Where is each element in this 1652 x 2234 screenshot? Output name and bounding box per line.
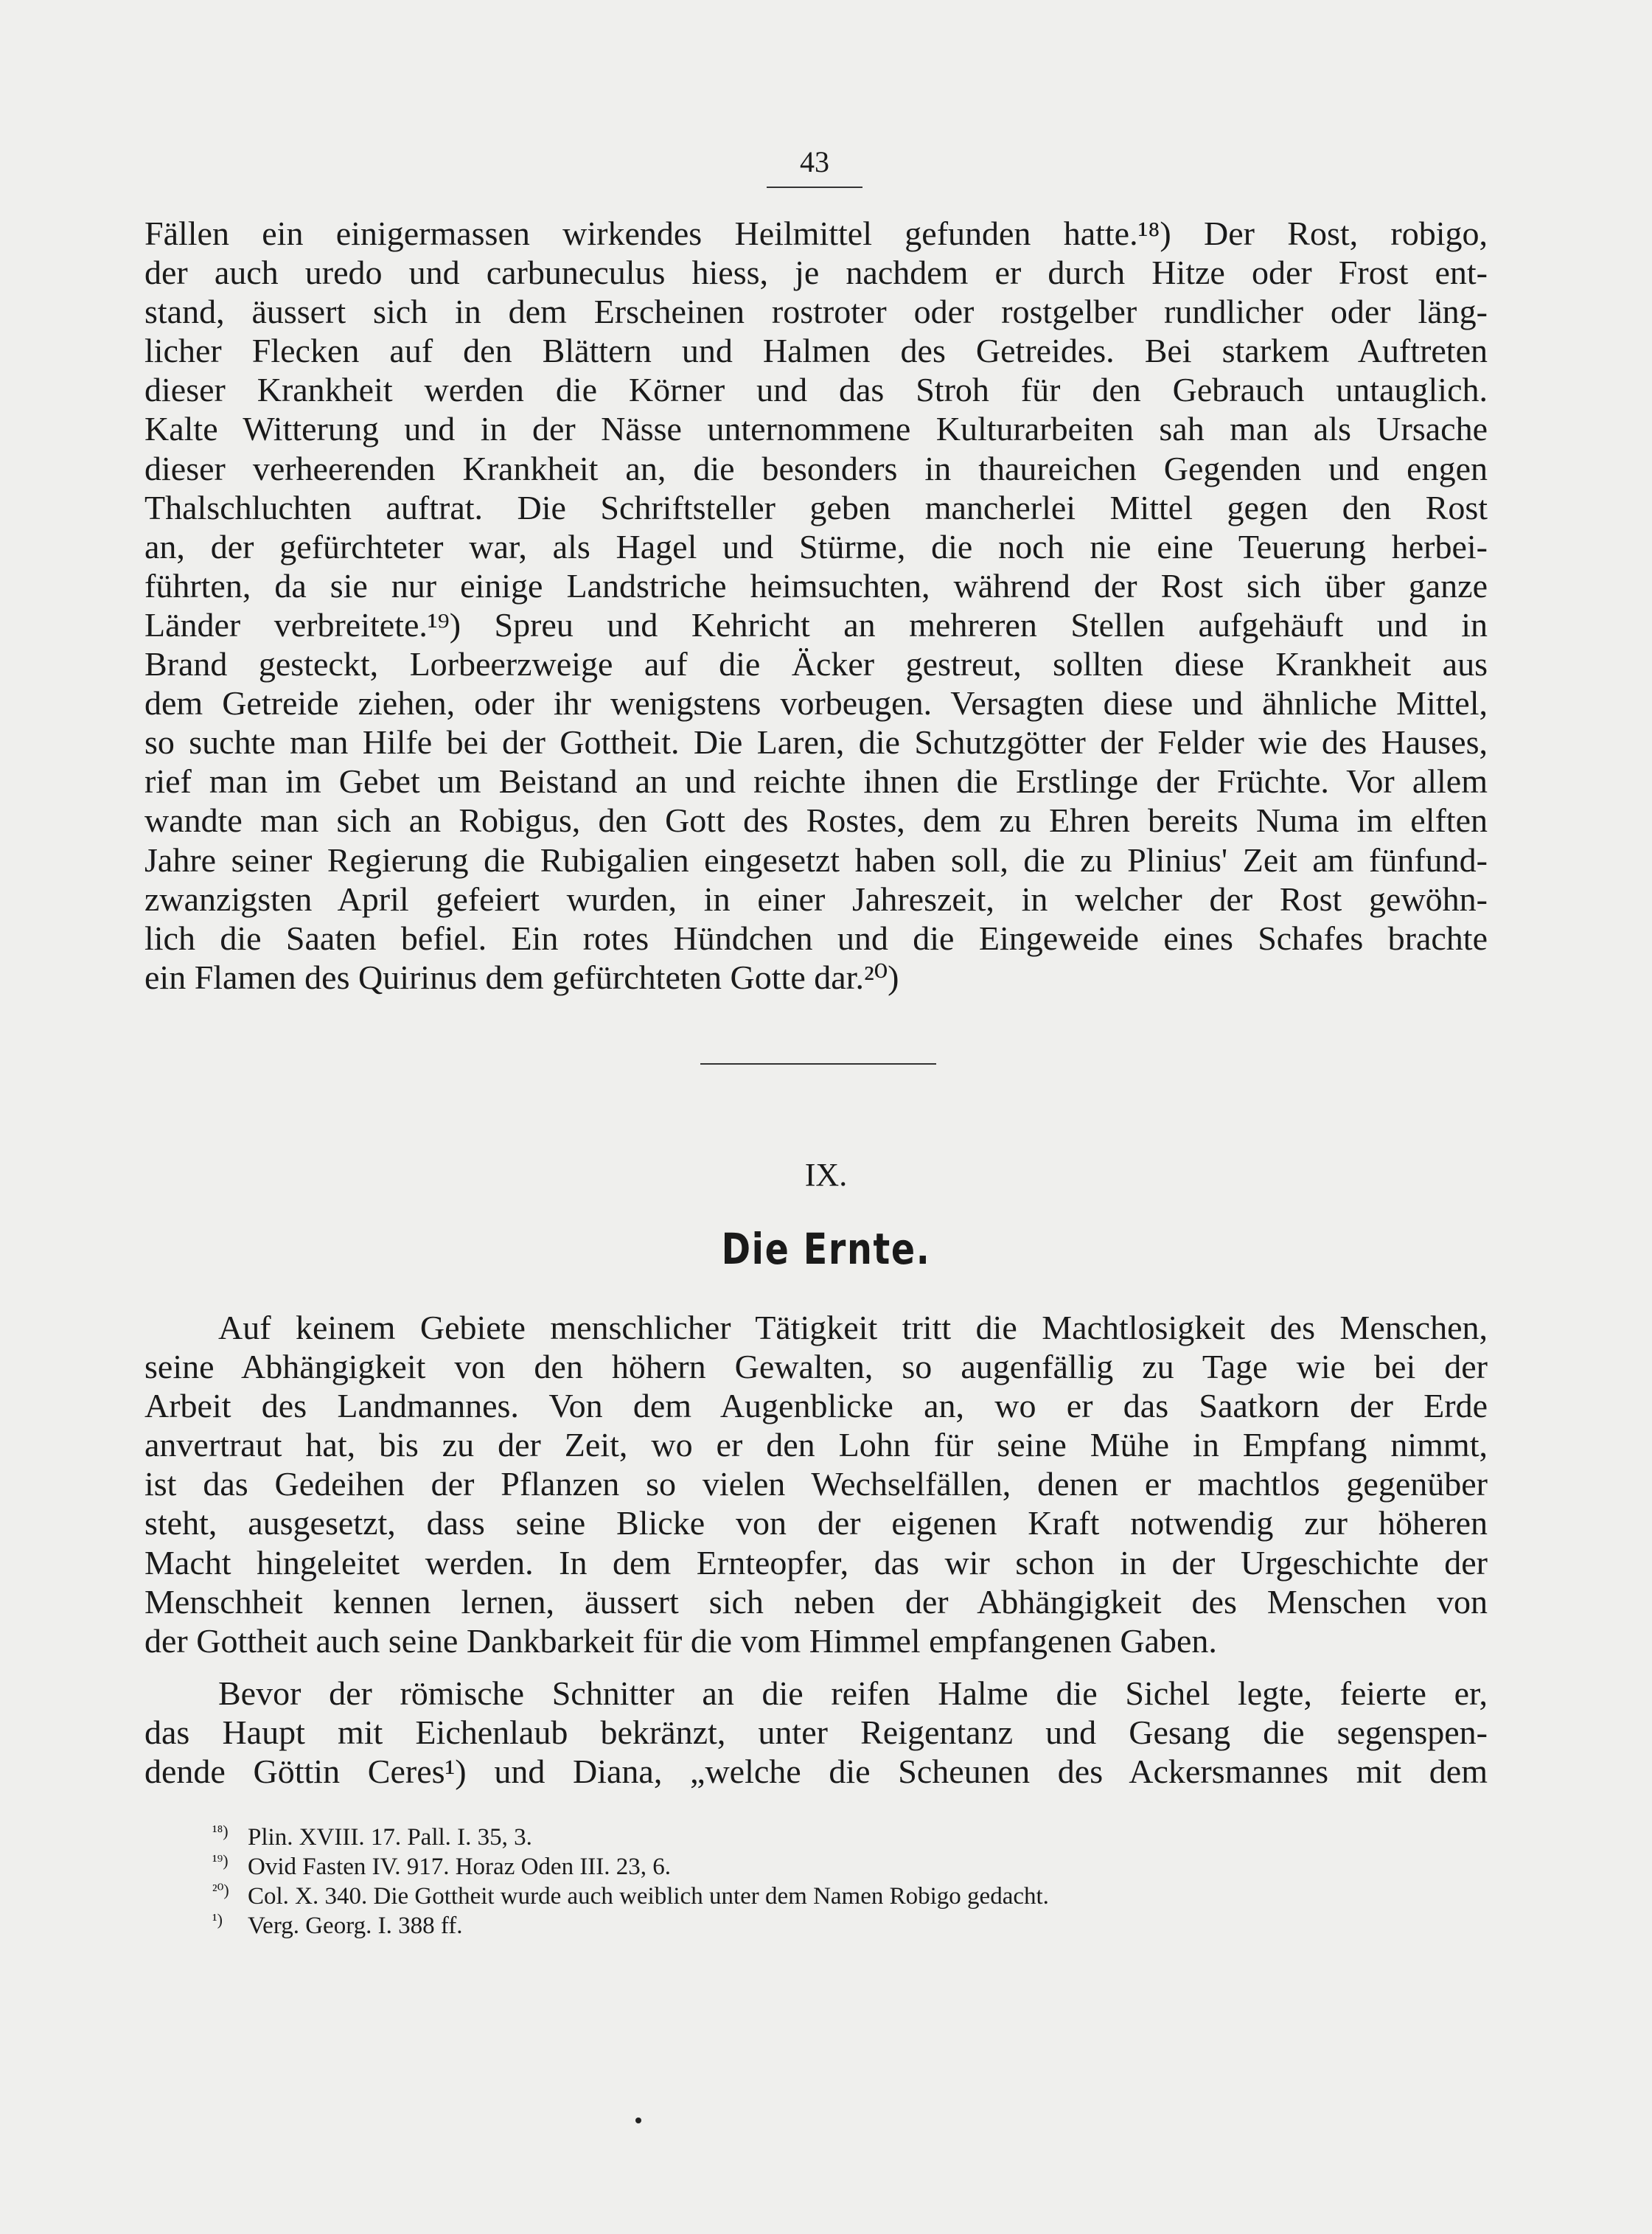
text-line: Jahre seiner Regierung die Rubigalien eingesetzt haben soll, die zu Plinius' Zeit am fünfund- xyxy=(144,841,1488,879)
page-number: 43 xyxy=(767,145,862,188)
section-separator xyxy=(700,1063,936,1065)
print-speck xyxy=(635,2118,641,2123)
text-line: dieser verheerenden Krankheit an, die besonders in thaureichen Gegenden und engen xyxy=(144,449,1488,487)
text-line: der auch uredo und carbuneculus hiess, je nachdem er durch Hitze oder Frost ent- xyxy=(144,254,1488,292)
footnote xyxy=(212,1882,1465,1911)
text-line: wandte man sich an Robigus, den Gott des Rostes, dem zu Ehren bereits Numa im elften xyxy=(144,801,1488,840)
footnotes xyxy=(212,1823,1465,1941)
paragraph-rost xyxy=(144,214,1488,997)
text-line: das Haupt mit Eichenlaub bekränzt, unter Reigentanz und Gesang die segenspen- xyxy=(144,1713,1488,1752)
text-line: Macht hingeleitet werden. In dem Ernteopfer, das wir schon in der Urgeschichte der xyxy=(144,1543,1488,1581)
text-line: an, der gefürchteter war, als Hagel und Stürme, die noch nie eine Teuerung herbei- xyxy=(144,527,1488,566)
text-line: Fällen ein einigermassen wirkendes Heilmittel gefunden hatte.¹⁸) Der Rost, robigo, xyxy=(144,215,1488,252)
text-line: Länder verbreitete.¹⁹) Spreu und Kehricht an mehreren Stellen aufgehäuft und in xyxy=(144,605,1488,644)
text-line: ist das Gedeihen der Pflanzen so vielen Wechselfällen, denen er machtlos gegenüber xyxy=(144,1465,1488,1503)
text-line: Menschheit kennen lernen, äussert sich neben der Abhängigkeit des Menschen von xyxy=(144,1582,1488,1621)
paragraph-schnitter xyxy=(144,1674,1488,1791)
text-line: Arbeit des Landmannes. Von dem Augenblicke an, wo er das Saatkorn der Erde xyxy=(144,1387,1488,1425)
text-line: seine Abhängigkeit von den höhern Gewalten, so augenfällig zu Tage wie bei der xyxy=(144,1348,1488,1386)
footnote-mark: ¹⁹) xyxy=(212,1851,229,1870)
footnote-text: Verg. Georg. I. 388 ff. xyxy=(248,1913,463,1939)
footnote xyxy=(212,1911,1465,1941)
text-line: zwanzigsten April gefeiert wurden, in einer Jahreszeit, in welcher der Rost gewöhn- xyxy=(144,880,1488,918)
text-line: Auf keinem Gebiete menschlicher Tätigkeit tritt die Machtlosigkeit des Menschen, xyxy=(218,1309,1488,1346)
text-line: Brand gesteckt, Lorbeerzweige auf die Äcker gestreut, sollten diese Krankheit aus xyxy=(144,645,1488,683)
footnote-mark: ¹) xyxy=(212,1910,223,1929)
chapter-title: Die Ernte. xyxy=(721,1224,931,1274)
footnote xyxy=(212,1823,1465,1852)
chapter-number: IX. xyxy=(804,1157,848,1193)
text-line: Thalschluchten auftrat. Die Schriftsteller geben mancherlei Mittel gegen den Rost xyxy=(144,488,1488,526)
footnote-text: Ovid Fasten IV. 917. Horaz Oden III. 23, 6. xyxy=(248,1854,672,1880)
text-line: licher Flecken auf den Blättern und Halmen des Getreides. Bei starkem Auftreten xyxy=(144,332,1488,370)
text-line: steht, ausgesetzt, dass seine Blicke von der eigenen Kraft notwendig zur höheren xyxy=(144,1504,1488,1542)
footnote-text: Col. X. 340. Die Gottheit wurde auch weiblich unter dem Namen Robigo gedacht. xyxy=(248,1883,1049,1910)
text-line: dieser Krankheit werden die Körner und das Stroh für den Gebrauch untauglich. xyxy=(144,371,1488,409)
text-line: Bevor der römische Schnitter an die reifen Halme die Sichel legte, feierte er, xyxy=(218,1674,1488,1712)
paragraph-ernte-intro xyxy=(144,1308,1488,1660)
text-line: stand, äussert sich in dem Erscheinen rostroter oder rostgelber rundlicher oder läng- xyxy=(144,293,1488,331)
text-line: rief man im Gebet um Beistand an und reichte ihnen die Erstlinge der Früchte. Vor allem xyxy=(144,762,1488,801)
text-line: so suchte man Hilfe bei der Gottheit. Die Laren, die Schutzgötter der Felder wie des Hauses, xyxy=(144,723,1488,762)
text-line: führten, da sie nur einige Landstriche heimsuchten, während der Rost sich über ganze xyxy=(144,566,1488,605)
footnote-mark: ²⁰) xyxy=(212,1881,229,1899)
text-line: dende Göttin Ceres¹) und Diana, „welche die Scheunen des Ackersmannes mit dem xyxy=(144,1753,1488,1791)
text-line: ein Flamen des Quirinus dem gefürchteten Gotte dar.²⁰) xyxy=(144,958,899,996)
text-line: dem Getreide ziehen, oder ihr wenigstens vorbeugen. Versagten diese und ähnliche Mittel, xyxy=(144,684,1488,723)
text-line: lich die Saaten befiel. Ein rotes Hündchen und die Eingeweide eines Schafes brachte xyxy=(144,919,1488,957)
footnote-mark: ¹⁸) xyxy=(212,1822,229,1840)
footnote-text: Plin. XVIII. 17. Pall. I. 35, 3. xyxy=(248,1824,532,1851)
text-line: anvertraut hat, bis zu der Zeit, wo er den Lohn für seine Mühe in Empfang nimmt, xyxy=(144,1426,1488,1464)
footnote xyxy=(212,1852,1465,1882)
text-line: Kalte Witterung und in der Nässe unternommene Kulturarbeiten sah man als Ursache xyxy=(144,410,1488,448)
text-line: der Gottheit auch seine Dankbarkeit für die vom Himmel empfangenen Gaben. xyxy=(144,1621,1217,1660)
